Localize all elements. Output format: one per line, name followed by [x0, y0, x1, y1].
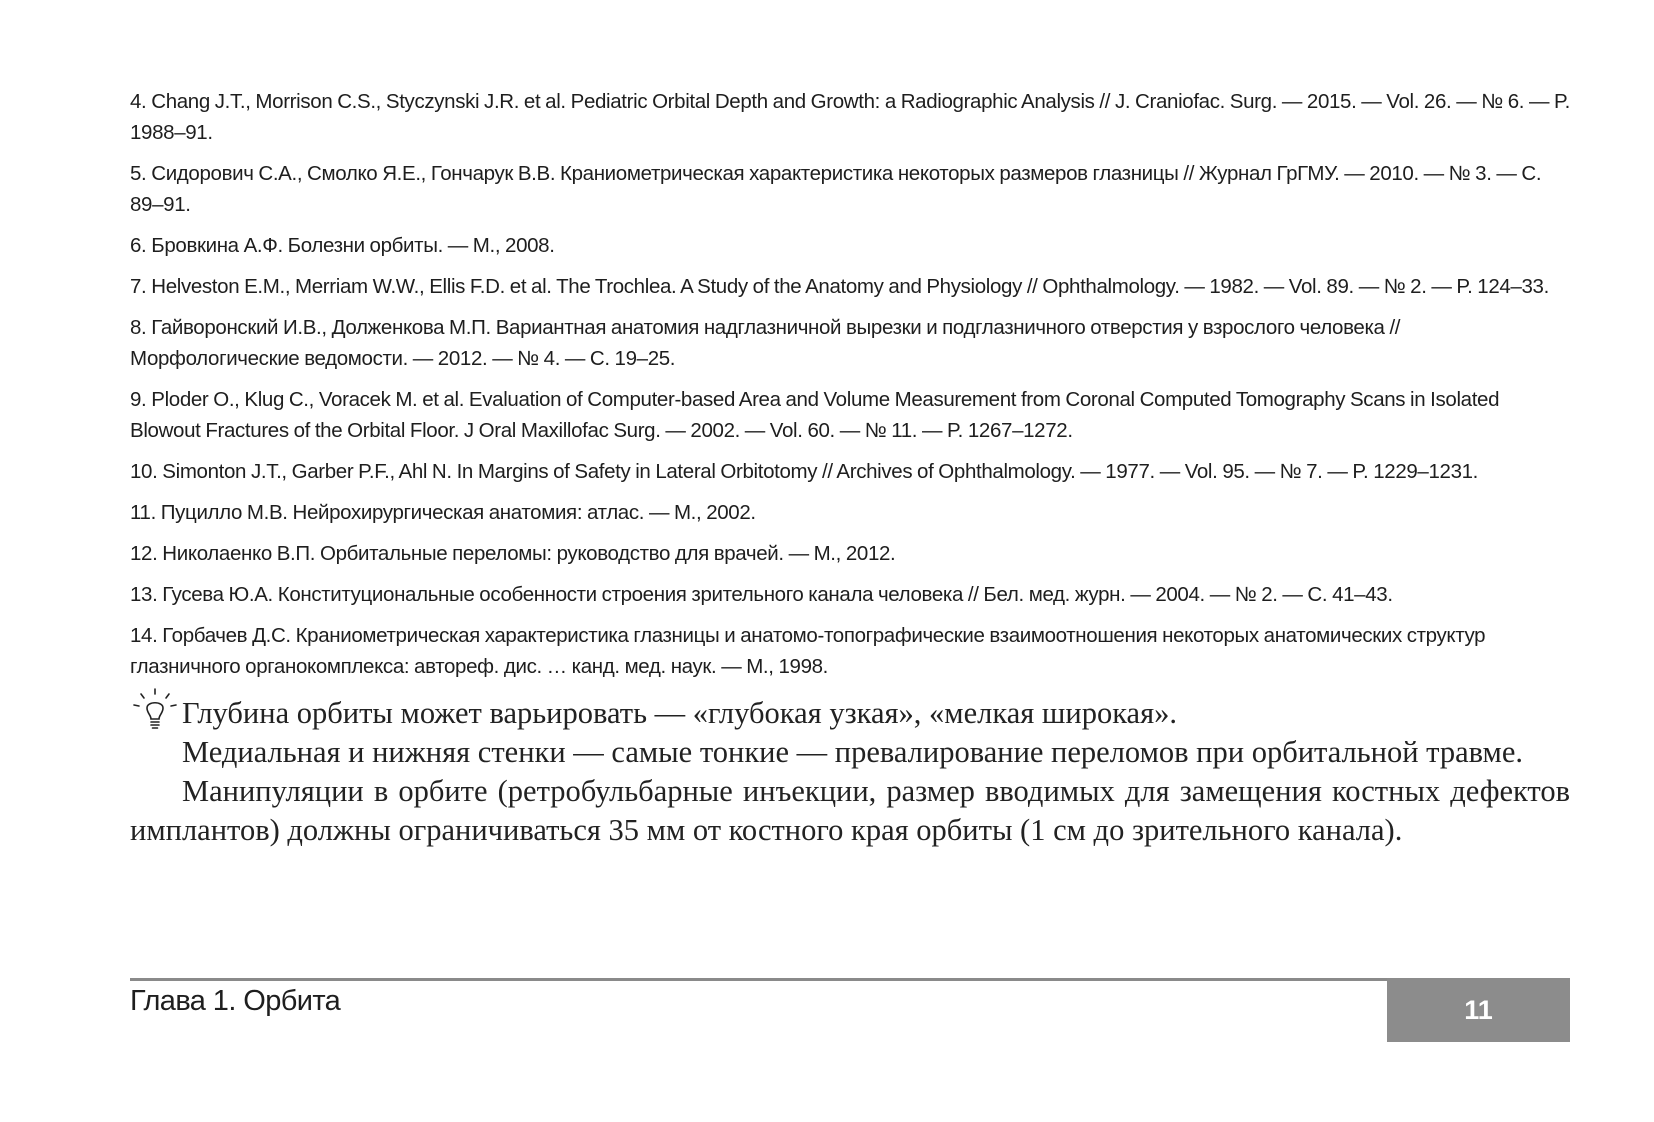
reference-item: 14. Горбачев Д.С. Краниометрическая характеристика глазницы и анатомо-топографические взаимоотношения некоторых анатомических структур глазничного органокомплекса: автореф. дис. … канд. мед. наук. — М., 1998.: [130, 624, 1486, 678]
reference-item: 7. Helveston E.M., Merriam W.W., Ellis F.D. et al. The Trochlea. A Study of the Anatomy and Physiology // Ophthalmology. — 1982. — Vol. 89. — № 2. — P. 124–33.: [130, 275, 1549, 298]
key-point-paragraph: Медиальная и нижняя стенки — самые тонкие — превалирование переломов при орбитальной травме.: [182, 735, 1524, 769]
lightbulb-icon: [132, 688, 178, 734]
page-number: 11: [1464, 994, 1493, 1025]
reference-item: 10. Simonton J.T., Garber P.F., Ahl N. In Margins of Safety in Lateral Orbitotomy // Archives of Ophthalmology. — 1977. — Vol. 95. — № 7. — P. 1229–1231.: [130, 460, 1479, 483]
page-number-box: [1387, 978, 1570, 1042]
footer-rule: [130, 978, 1570, 981]
reference-item: 5. Сидорович С.А., Смолко Я.Е., Гончарук В.В. Краниометрическая характеристика некоторых размеров глазницы // Журнал ГрГМУ. — 2010. — № 3. — С. 89–91.: [130, 162, 1542, 216]
key-point-paragraph: [130, 694, 1570, 733]
reference-item: 11. Пуцилло М.В. Нейрохирургическая анатомия: атлас. — М., 2002.: [130, 501, 756, 524]
reference-item: 9. Ploder O., Klug C., Voracek M. et al. Evaluation of Computer-based Area and Volume Measurement from Coronal Computed Tomography Scans in Isolated Blowout Fractures of the Orbital Floor. J Oral Maxillofac Surg. — 2002. — Vol. 60. — № 11. — P. 1267–1272.: [130, 388, 1500, 442]
reference-item: 4. Chang J.T., Morrison C.S., Styczynski J.R. et al. Pediatric Orbital Depth and Growth: a Radiographic Analysis // J. Craniofac. Surg. — 2015. — Vol. 26. — № 6. — P. 1988–91.: [130, 90, 1570, 144]
reference-item: 8. Гайворонский И.В., Долженкова М.П. Вариантная анатомия надглазничной вырезки и подглазничного отверстия у взрослого человека // Морфологические ведомости. — 2012. — № 4. — С. 19–25.: [130, 316, 1401, 370]
reference-list: [130, 86, 1570, 682]
reference-item: 13. Гусева Ю.А. Конституциональные особенности строения зрительного канала человека // Бел. мед. журн. — 2004. — № 2. — С. 41–43.: [130, 583, 1393, 606]
chapter-title: Глава 1. Орбита: [130, 985, 341, 1017]
reference-item: 6. Бровкина А.Ф. Болезни орбиты. — М., 2008.: [130, 234, 555, 257]
key-point-text: Глубина орбиты может варьировать — «глубокая узкая», «мелкая широкая».: [182, 696, 1178, 730]
page-content: [130, 86, 1570, 850]
key-point-paragraph: Манипуляции в орбите (ретробульбарные инъекции, размер вводимых для замещения костных дефектов имплантов) должны ограничиваться 35 мм от костного края орбиты (1 см до зрительного канала).: [130, 774, 1570, 847]
key-points: [130, 694, 1570, 850]
reference-item: 12. Николаенко В.П. Орбитальные переломы: руководство для врачей. — М., 2012.: [130, 542, 896, 565]
